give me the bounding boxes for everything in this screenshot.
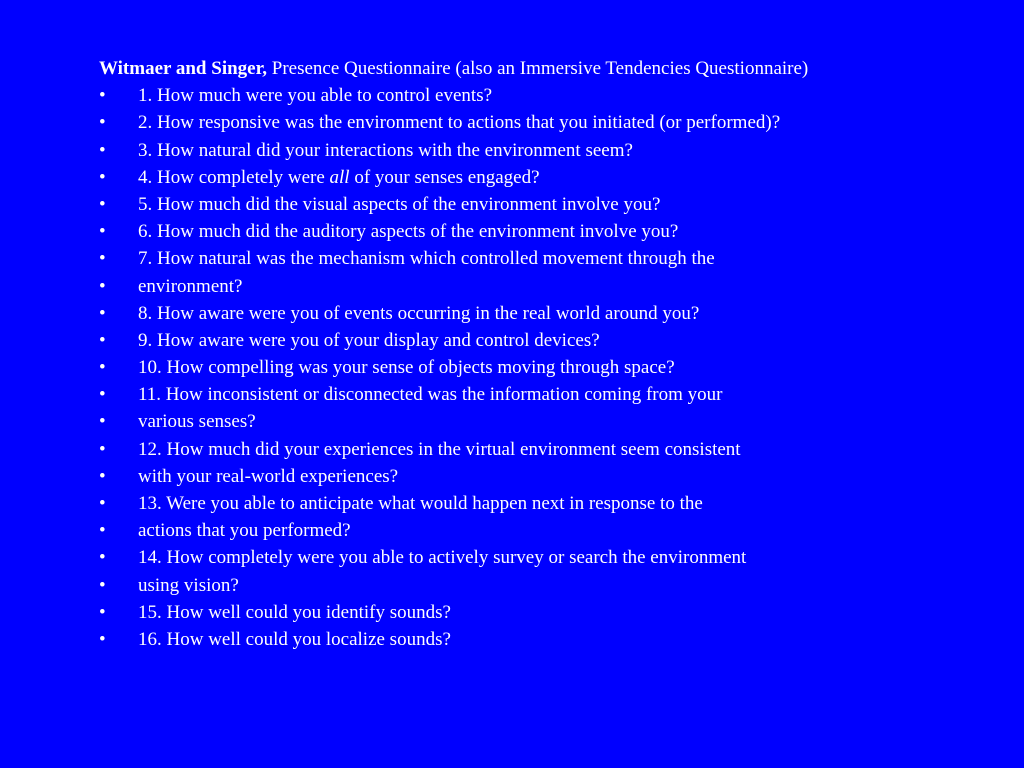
bullet-text: 6. How much did the auditory aspects of the environment involve you? bbox=[138, 221, 679, 243]
bullet-marker: • bbox=[99, 248, 106, 270]
bullet-item bbox=[99, 408, 999, 435]
bullet-item bbox=[99, 572, 999, 599]
bullet-item bbox=[99, 245, 999, 272]
bullet-marker: • bbox=[99, 384, 106, 406]
bullet-item bbox=[99, 300, 999, 327]
bullet-item bbox=[99, 436, 999, 463]
bullet-marker: • bbox=[99, 193, 106, 215]
bullet-marker: • bbox=[99, 465, 106, 487]
bullet-text: 12. How much did your experiences in the virtual environment seem consistent bbox=[138, 438, 741, 460]
bullet-item bbox=[99, 82, 999, 109]
bullet-marker: • bbox=[99, 493, 106, 514]
bullet-item bbox=[99, 599, 999, 626]
bullet-item bbox=[99, 191, 999, 218]
bullet-text: 7. How natural was the mechanism which controlled movement through the bbox=[138, 248, 715, 270]
bullet-marker: • bbox=[99, 85, 106, 107]
bullet-text: 9. How aware were you of your display and control devices? bbox=[138, 329, 600, 351]
title-description: Presence Questionnaire (also an Immersive Tendencies Questionnaire) bbox=[267, 58, 809, 79]
bullet-item bbox=[99, 626, 999, 653]
bullet-text-emphasis: all bbox=[329, 166, 350, 188]
bullet-item bbox=[99, 137, 999, 164]
title-authors: Witmaer and Singer, bbox=[99, 58, 268, 79]
bullet-text: 14. How completely were you able to actively survey or search the environment bbox=[138, 547, 747, 569]
bullet-marker: • bbox=[99, 112, 106, 134]
bullet-item bbox=[99, 109, 999, 136]
bullet-text: 1. How much were you able to control events? bbox=[138, 85, 493, 107]
bullet-marker: • bbox=[99, 628, 106, 650]
bullet-marker: • bbox=[99, 221, 106, 243]
bullet-marker: • bbox=[99, 139, 106, 161]
bullet-text: 11. How inconsistent or disconnected was the information coming from your bbox=[138, 384, 723, 406]
bullet-item bbox=[99, 273, 999, 300]
bullet-text: 16. How well could you localize sounds? bbox=[138, 628, 451, 650]
bullet-marker: • bbox=[99, 411, 106, 433]
bullet-item bbox=[99, 164, 999, 191]
bullet-item bbox=[99, 463, 999, 490]
bullet-text-after: of your senses engaged? bbox=[349, 166, 540, 188]
bullet-marker: • bbox=[99, 329, 106, 351]
bullet-text: environment? bbox=[138, 275, 243, 297]
bullet-item bbox=[99, 218, 999, 245]
bullet-marker: • bbox=[99, 574, 106, 596]
bullet-item bbox=[99, 354, 999, 381]
bullet-item bbox=[99, 490, 999, 517]
bullet-text: 2. How responsive was the environment to actions that you initiated (or performed)? bbox=[138, 112, 781, 134]
bullet-marker: • bbox=[99, 520, 106, 542]
bullet-item bbox=[99, 327, 999, 354]
bullet-text: 15. How well could you identify sounds? bbox=[138, 601, 451, 623]
bullet-text: various senses? bbox=[138, 411, 256, 433]
slide-content bbox=[99, 55, 999, 653]
bullet-text-before: 4. How completely were bbox=[138, 166, 330, 188]
bullet-text bbox=[138, 164, 540, 191]
bullet-item bbox=[99, 381, 999, 408]
bullet-marker: • bbox=[99, 302, 106, 324]
bullet-text: 8. How aware were you of events occurring in the real world around you? bbox=[138, 302, 700, 324]
bullet-text: with your real-world experiences? bbox=[138, 465, 399, 487]
bullet-item bbox=[99, 544, 999, 571]
bullet-marker: • bbox=[99, 438, 106, 460]
bullet-marker: • bbox=[99, 166, 106, 188]
bullet-marker: • bbox=[99, 547, 106, 569]
bullet-text: 10. How compelling was your sense of objects moving through space? bbox=[138, 357, 675, 379]
slide-title bbox=[99, 55, 999, 82]
bullet-text: 5. How much did the visual aspects of the environment involve you? bbox=[138, 193, 661, 215]
bullet-text: 3. How natural did your interactions with the environment seem? bbox=[138, 139, 633, 161]
bullet-marker: • bbox=[99, 357, 106, 379]
bullet-text: actions that you performed? bbox=[138, 520, 351, 542]
bullet-item bbox=[99, 517, 999, 544]
bullet-text: 13. Were you able to anticipate what would happen next in response to the bbox=[138, 493, 703, 514]
bullet-marker: • bbox=[99, 275, 106, 297]
bullet-marker: • bbox=[99, 601, 106, 623]
bullet-text: using vision? bbox=[138, 574, 239, 596]
